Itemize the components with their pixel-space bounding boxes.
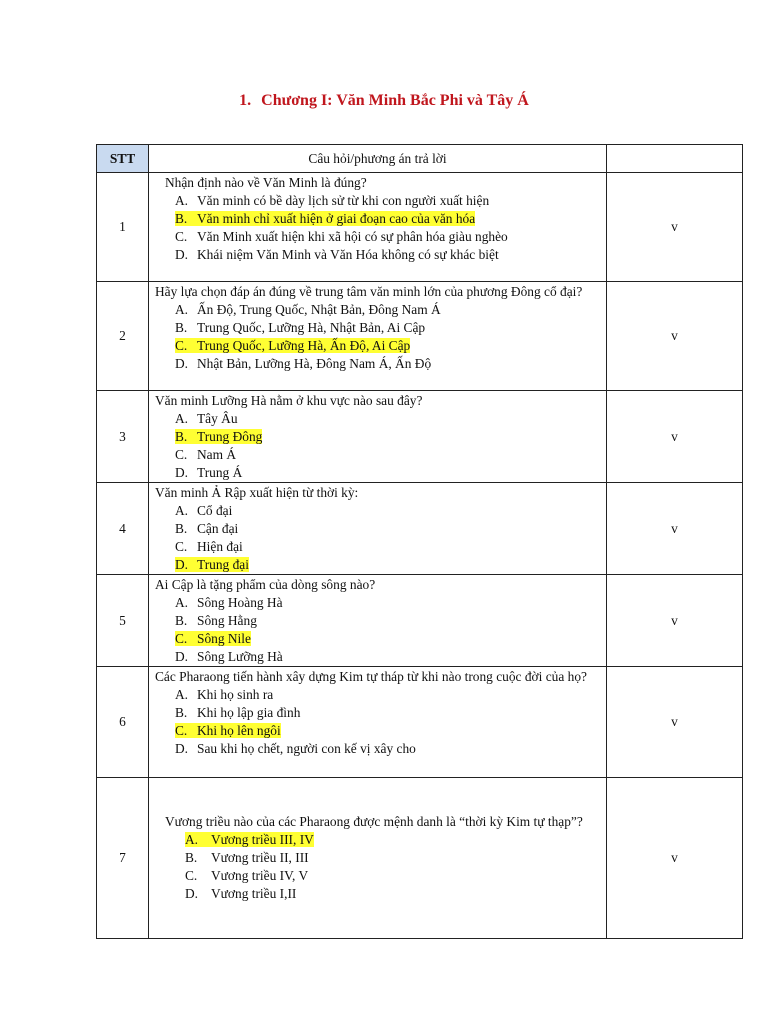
answer-option: [155, 556, 602, 574]
option-content: [185, 850, 309, 865]
option-letter: B.: [175, 429, 188, 444]
question-text: Hãy lựa chọn đáp án đúng về trung tâm văn minh lớn của phương Đông cổ đại?: [155, 284, 583, 299]
option-letter: A.: [175, 595, 189, 610]
correct-answer-highlight: [175, 429, 262, 444]
option-text: Nhật Bản, Lưỡng Hà, Đông Nam Á, Ấn Độ: [197, 356, 432, 371]
option-letter: D.: [175, 741, 189, 756]
answer-option: [155, 464, 602, 482]
option-text: Sông Nile: [197, 631, 251, 646]
table-row: [97, 667, 743, 778]
answer-mark: v: [607, 391, 743, 483]
option-content: [175, 521, 238, 536]
correct-answer-highlight: [175, 723, 281, 738]
question-cell: [149, 483, 607, 575]
option-letter: B.: [175, 320, 188, 335]
answer-option: [155, 594, 602, 612]
answer-option: [155, 612, 602, 630]
option-text: Vương triều II, III: [211, 850, 309, 865]
option-letter: D.: [175, 649, 189, 664]
answer-option: [155, 228, 602, 246]
option-letter: D.: [175, 557, 189, 572]
option-content: [175, 356, 431, 371]
option-content: [185, 868, 308, 883]
answer-option: [155, 246, 602, 264]
option-content: [175, 687, 273, 702]
option-text: Khi họ lập gia đình: [197, 705, 301, 720]
option-content: [175, 411, 238, 426]
option-text: Văn minh có bề dày lịch sử từ khi con người xuất hiện: [197, 193, 490, 208]
correct-answer-highlight: [175, 338, 410, 353]
correct-answer-highlight: [175, 631, 251, 646]
option-content: [175, 320, 425, 335]
heading-text: Chương I: Văn Minh Bắc Phi và Tây Á: [261, 92, 529, 109]
option-text: Khi họ lên ngôi: [197, 723, 281, 738]
answer-option: [155, 831, 602, 849]
option-letter: B.: [175, 521, 188, 536]
answer-option: [155, 648, 602, 666]
option-content: [175, 193, 489, 208]
answer-option: [155, 355, 602, 373]
option-text: Trung đại: [197, 557, 249, 572]
answer-option: [155, 538, 602, 556]
correct-answer-highlight: [175, 211, 475, 226]
option-letter: B.: [185, 850, 198, 865]
table-header-row: [97, 145, 743, 173]
answer-option: [155, 192, 602, 210]
option-text: Ấn Độ, Trung Quốc, Nhật Bản, Đông Nam Á: [197, 302, 441, 317]
option-content: [175, 503, 232, 518]
question-text: Nhận định nào về Văn Minh là đúng?: [165, 175, 367, 190]
option-letter: D.: [175, 247, 189, 262]
option-text: Văn Minh xuất hiện khi xã hội có sự phân hóa giàu nghèo: [197, 229, 508, 244]
answer-option: [155, 428, 602, 446]
question-text: Các Pharaong tiến hành xây dựng Kim tự tháp từ khi nào trong cuộc đời của họ?: [155, 669, 587, 684]
header-answer: [607, 145, 743, 173]
quiz-table: [96, 144, 743, 939]
row-number: 4: [97, 483, 149, 575]
question-cell: [149, 391, 607, 483]
option-content: [185, 886, 296, 901]
option-letter: C.: [175, 338, 188, 353]
table-row: [97, 575, 743, 667]
row-number: 2: [97, 282, 149, 391]
question-text: Văn minh Lưỡng Hà nằm ở khu vực nào sau đây?: [155, 393, 423, 408]
option-content: [175, 247, 499, 262]
table-row: [97, 391, 743, 483]
answer-mark: v: [607, 575, 743, 667]
heading-number: 1.: [239, 92, 252, 109]
option-letter: B.: [175, 613, 188, 628]
answer-option: [155, 520, 602, 538]
option-letter: A.: [175, 193, 189, 208]
option-letter: A.: [175, 302, 189, 317]
option-content: [175, 539, 243, 554]
table-row: [97, 282, 743, 391]
option-letter: D.: [175, 465, 189, 480]
option-text: Trung Đông: [197, 429, 263, 444]
correct-answer-highlight: [175, 557, 249, 572]
option-text: Tây Âu: [197, 411, 238, 426]
option-content: [175, 465, 242, 480]
option-content: [175, 229, 508, 244]
option-text: Vương triều III, IV: [211, 832, 314, 847]
option-letter: C.: [175, 631, 188, 646]
option-content: [175, 447, 236, 462]
row-number: 7: [97, 778, 149, 939]
option-text: Hiện đại: [197, 539, 243, 554]
option-letter: C.: [175, 229, 188, 244]
answer-option: [155, 740, 602, 758]
answer-option: [155, 446, 602, 464]
answer-option: [155, 502, 602, 520]
option-letter: A.: [175, 503, 189, 518]
option-text: Cổ đại: [197, 503, 233, 518]
chapter-heading: [0, 92, 768, 110]
question-cell: [149, 575, 607, 667]
answer-mark: v: [607, 282, 743, 391]
option-text: Sông Hằng: [197, 613, 257, 628]
question-cell: [149, 778, 607, 939]
option-text: Vương triều I,II: [211, 886, 297, 901]
table-row: [97, 778, 743, 939]
option-letter: A.: [175, 687, 189, 702]
option-text: Trung Quốc, Lưỡng Hà, Ấn Độ, Ai Cập: [197, 338, 411, 353]
answer-option: [155, 210, 602, 228]
question-text: Ai Cập là tặng phẩm của dòng sông nào?: [155, 577, 376, 592]
option-content: [175, 705, 300, 720]
table-row: [97, 173, 743, 282]
answer-option: [155, 337, 602, 355]
answer-mark: v: [607, 667, 743, 778]
answer-option: [155, 867, 602, 885]
question-text: Vương triều nào của các Pharaong được mệnh danh là “thời kỳ Kim tự thạp”?: [165, 814, 583, 829]
option-content: [175, 613, 257, 628]
row-number: 3: [97, 391, 149, 483]
row-number: 5: [97, 575, 149, 667]
option-letter: D.: [185, 886, 199, 901]
question-cell: [149, 173, 607, 282]
option-text: Sau khi họ chết, người con kế vị xây cho: [197, 741, 416, 756]
table-row: [97, 483, 743, 575]
question-cell: [149, 282, 607, 391]
answer-option: [155, 301, 602, 319]
option-text: Vương triều IV, V: [211, 868, 309, 883]
question-text: Văn minh Ả Rập xuất hiện từ thời kỳ:: [155, 485, 359, 500]
row-number: 1: [97, 173, 149, 282]
option-text: Trung Á: [197, 465, 243, 480]
answer-option: [155, 319, 602, 337]
row-number: 6: [97, 667, 149, 778]
option-text: Khái niệm Văn Minh và Văn Hóa không có sự khác biệt: [197, 247, 499, 262]
option-text: Sông Hoàng Hà: [197, 595, 283, 610]
answer-mark: v: [607, 483, 743, 575]
option-letter: C.: [185, 868, 198, 883]
option-content: [175, 595, 283, 610]
answer-option: [155, 722, 602, 740]
option-letter: C.: [175, 723, 188, 738]
answer-option: [155, 885, 602, 903]
option-text: Cận đại: [197, 521, 239, 536]
option-letter: D.: [175, 356, 189, 371]
option-letter: C.: [175, 447, 188, 462]
answer-mark: v: [607, 173, 743, 282]
option-content: [175, 649, 283, 664]
option-content: [175, 741, 416, 756]
option-text: Trung Quốc, Lưỡng Hà, Nhật Bản, Ai Cập: [197, 320, 426, 335]
question-cell: [149, 667, 607, 778]
header-stt: STT: [97, 145, 149, 173]
answer-option: [155, 686, 602, 704]
option-letter: B.: [175, 211, 188, 226]
answer-mark: v: [607, 778, 743, 939]
option-text: Sông Lưỡng Hà: [197, 649, 283, 664]
correct-answer-highlight: [185, 832, 314, 847]
option-letter: A.: [175, 411, 189, 426]
header-question: Câu hỏi/phương án trả lời: [149, 145, 607, 173]
option-text: Văn minh chỉ xuất hiện ở giai đoạn cao của văn hóa: [197, 211, 476, 226]
option-text: Khi họ sinh ra: [197, 687, 274, 702]
answer-option: [155, 410, 602, 428]
answer-option: [155, 849, 602, 867]
option-letter: B.: [175, 705, 188, 720]
answer-option: [155, 630, 602, 648]
option-text: Nam Á: [197, 447, 237, 462]
option-content: [175, 302, 441, 317]
option-letter: A.: [185, 832, 199, 847]
answer-option: [155, 704, 602, 722]
option-letter: C.: [175, 539, 188, 554]
